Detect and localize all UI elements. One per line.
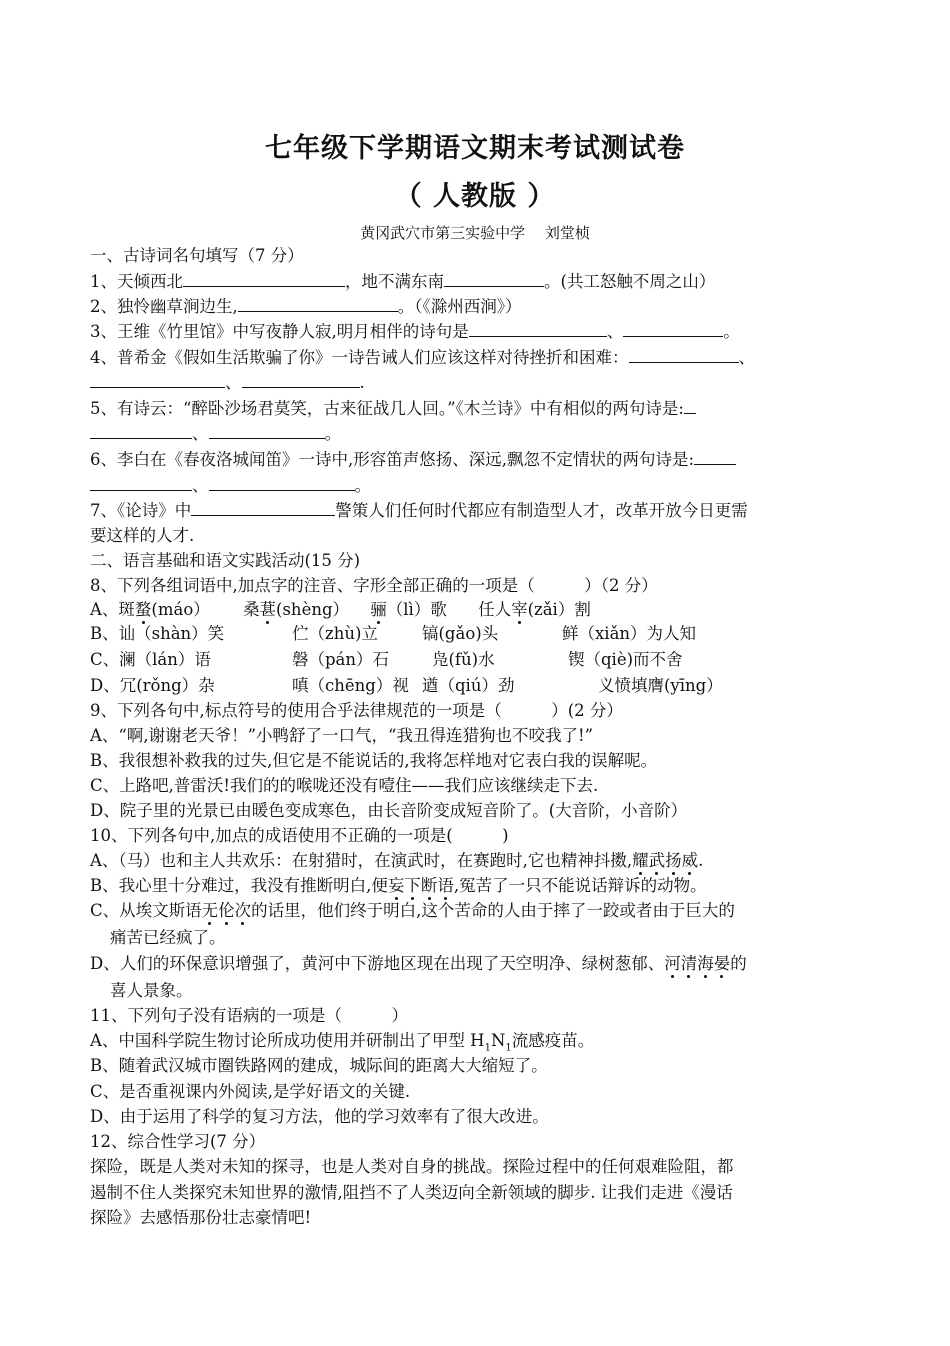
question-10-option-a: A、（马）也和主人共欢乐：在射猎时，在演武时，在赛跑时,它也精神抖擞,耀武扬威. — [90, 851, 704, 870]
marked-idiom — [632, 851, 698, 870]
question-8-option-c: C、澜（lán）语 磐（pán）石 凫(fǔ)水 锲（qiè)而不舍 — [90, 650, 683, 669]
question-9-option-b: B、我很想补救我的过失,但它是不能说话的,我将怎样地对它表白我的误解呢。 — [90, 751, 658, 770]
question-10-option-c-cont: 痛苦已经疯了。 — [110, 928, 226, 947]
section-2-heading: 二、语言基础和语文实践活动(15 分) — [90, 551, 361, 570]
question-4: 4、普希金《假如生活欺骗了你》一诗告诫人们应该这样对待挫折和困难： 、 — [90, 348, 755, 367]
emphasis-char: 耀 — [632, 851, 649, 870]
answer-blank[interactable] — [90, 474, 192, 491]
answer-blank[interactable] — [242, 371, 360, 388]
question-1: 1、天倾西北 ，地不满东南 。(共工怒触不周之山） — [90, 272, 716, 291]
marked-idiom — [388, 876, 454, 895]
question-8-option-b: B、讪（shàn）笑 伫（zhù)立 镐(gǎo)头 鲜（xiǎn）为人知 — [90, 624, 697, 643]
emphasis-char: 晏 — [713, 954, 731, 973]
exam-subtitle: （ 人教版 ） — [394, 181, 556, 212]
emphasis-char: 断 — [420, 876, 438, 895]
answer-blank[interactable] — [629, 346, 739, 363]
emphasis-char: 河 — [664, 954, 681, 973]
emphasis-char: 无 — [201, 901, 219, 920]
answer-blank[interactable] — [684, 397, 696, 414]
emphasis-char: 下 — [404, 876, 421, 895]
question-10-option-d-cont: 喜人景象。 — [110, 981, 193, 1000]
question-6: 6、李白在《春夜洛城闻笛》一诗中,形容笛声悠扬、深远,飘忽不定情状的两句诗是: — [90, 448, 870, 472]
question-11-option-d: D、由于运用了科学的复习方法，他的学习效率有了很大改进。 — [90, 1107, 549, 1126]
question-2: 2、独怜幽草涧边生, 。（《滁州西涧》） — [90, 297, 522, 316]
question-5-cont: 、 。 — [90, 422, 870, 446]
answer-blank[interactable] — [90, 371, 225, 388]
passage-line: 探险》去感悟那份壮志豪情吧! — [90, 1208, 312, 1227]
answer-blank[interactable] — [694, 448, 736, 465]
question-4-cont: 、 . — [90, 371, 870, 395]
question-9-option-c: C、上路吧,普雷沃!我们的的喉咙还没有噎住——我们应该继续走下去. — [90, 776, 599, 795]
question-9-option-a: A、“啊,谢谢老天爷！”小鸭舒了一口气，“我丑得连猎狗也不咬我了!” — [90, 726, 594, 745]
question-11-option-b: B、随着武汉城市圈铁路网的建成，城际间的距离大大缩短了。 — [90, 1056, 548, 1075]
passage-line: 探险，既是人类对未知的探寻，也是人类对自身的挑战。探险过程中的任何艰难险阻，都 — [90, 1157, 734, 1176]
answer-blank[interactable] — [444, 270, 544, 287]
question-8-option-a: A、斑蝥(máo） 桑葚(shèng） 骊（lì）歌 任人宰(zǎi）割 — [90, 600, 591, 619]
emphasis-char: 妄 — [387, 876, 405, 895]
answer-blank[interactable] — [623, 320, 723, 337]
question-7-cont: 要这样的人才. — [90, 526, 195, 545]
question-3: 3、王维《竹里馆》中写夜静人寂,明月相伴的诗句是 、 。 — [90, 322, 740, 341]
question-10-option-c: C、从埃文斯语无伦次的话里，他们终于明白,这个苦命的人由于摔了一跤或者由于巨大的 — [90, 901, 735, 920]
answer-blank[interactable] — [183, 270, 345, 287]
passage-line: 遏制不住人类探究未知世界的激情,阻挡不了人类迈向全新领域的脚步. 让我们走进《漫话 — [90, 1183, 733, 1202]
question-9-option-d: D、院子里的光景已由暖色变成寒色，由长音阶变成短音阶了。(大音阶，小音阶） — [90, 801, 688, 820]
answer-blank[interactable] — [209, 474, 355, 491]
question-10-option-d: D、人们的环保意识增强了，黄河中下游地区现在出现了天空明净、绿树葱郁、河清海晏的 — [90, 954, 747, 973]
question-12: 12、综合性学习(7 分） — [90, 1132, 266, 1151]
marked-idiom — [202, 901, 252, 920]
emphasis-char: 威 — [681, 851, 699, 870]
question-8: 8、下列各组词语中,加点字的注音、字形全部正确的一项是（ ）（2 分） — [90, 576, 658, 595]
emphasis-char: 伦 — [218, 901, 235, 920]
question-11: 11、下列句子没有语病的一项是（ ） — [90, 1006, 408, 1025]
marked-idiom — [664, 954, 730, 973]
emphasis-char: 扬 — [665, 851, 682, 870]
question-8-option-d: D、冗(rǒng）杂 嗔（chēng）视 遒（qiú）劲 义愤填膺(yīng） — [90, 676, 723, 695]
question-10-option-b: B、我心里十分难过，我没有推断明白,便妄下断语,冤苦了一只不能说话辩诉的动物。 — [90, 876, 707, 895]
emphasis-char: 清 — [680, 954, 698, 973]
question-11-option-a: A、中国科学院生物讨论所成功使用并研制出了甲型 $H_1N_1$流感疫苗。 — [90, 1031, 595, 1054]
section-1-heading: 一、古诗词名句填写（7 分） — [90, 246, 304, 265]
emphasis-char: 语 — [437, 876, 454, 895]
question-6-cont: 、 。 — [90, 474, 870, 498]
answer-blank[interactable] — [209, 422, 325, 439]
emphasis-char: 次 — [234, 901, 252, 920]
question-11-option-c: C、是否重视课内外阅读,是学好语文的关键. — [90, 1082, 411, 1101]
exam-title: 七年级下学期语文期末考试测试卷 — [265, 133, 685, 164]
author-line: 黄冈武穴市第三实验中学 刘堂桢 — [360, 224, 590, 242]
question-10: 10、下列各句中,加点的成语使用不正确的一项是( ) — [90, 826, 509, 845]
answer-blank[interactable] — [90, 422, 192, 439]
question-9: 9、下列各句中,标点符号的使用合乎法律规范的一项是（ ）(2 分） — [90, 701, 623, 720]
emphasis-char: 武 — [648, 851, 666, 870]
answer-blank[interactable] — [191, 499, 335, 516]
answer-blank[interactable] — [238, 295, 398, 312]
question-7: 7、《论诗》中 警策人们任何时代都应有制造型人才，改革开放今日更需 — [90, 501, 748, 520]
question-5: 5、有诗云：“醉卧沙场君莫笑，古来征战几人回。”《木兰诗》中有相似的两句诗是: — [90, 397, 870, 421]
answer-blank[interactable] — [469, 320, 607, 337]
emphasis-char: 海 — [697, 954, 714, 973]
